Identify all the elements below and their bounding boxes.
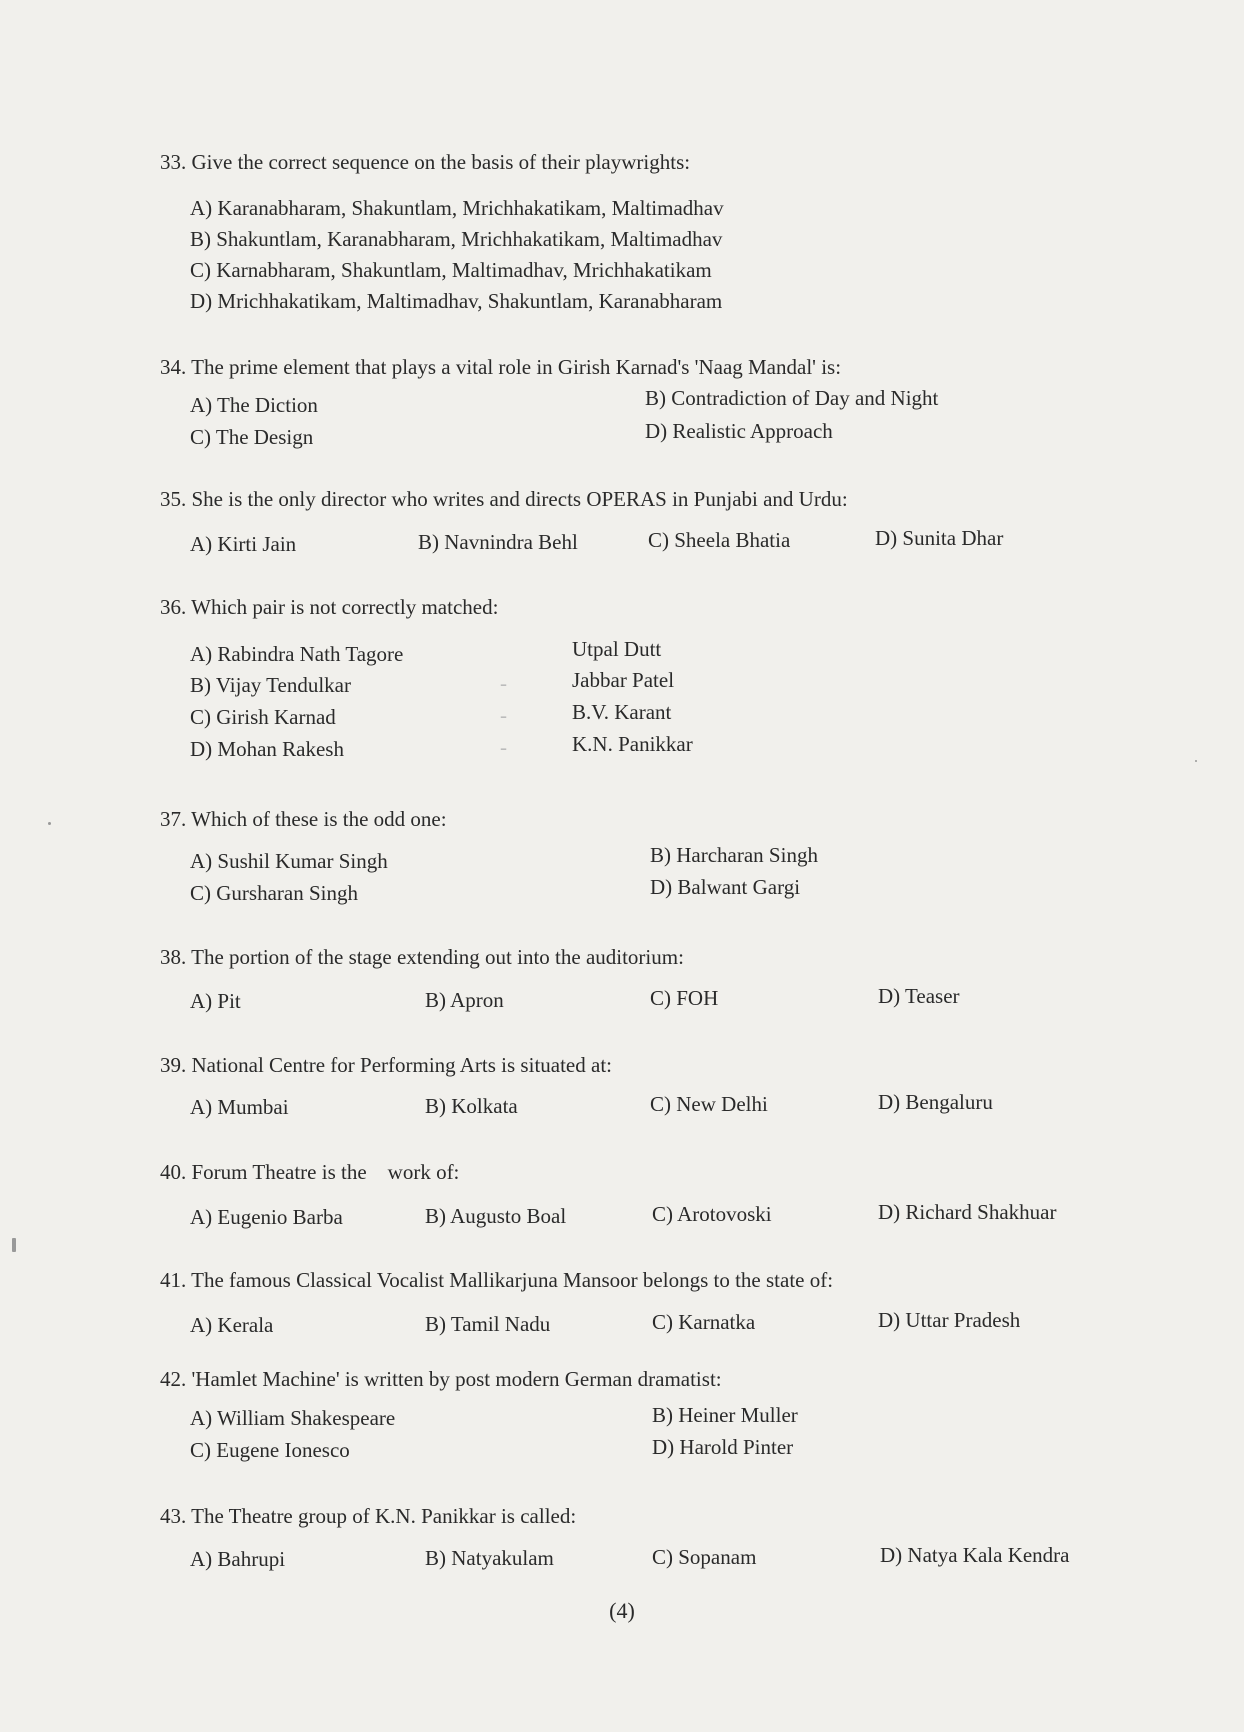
option-d: D) Balwant Gargi — [650, 875, 801, 899]
option-a: A) William Shakespeare — [190, 1406, 396, 1430]
option-a: A) Sushil Kumar Singh — [190, 849, 388, 873]
question-stem: 37. Which of these is the odd one: — [160, 807, 447, 831]
question-stem: 35. She is the only director who writes and directs OPERAS in Punjabi and Urdu: — [160, 487, 848, 511]
scan-speck — [1195, 760, 1197, 762]
option-c: C) New Delhi — [650, 1092, 768, 1116]
option-b: B) Shakuntlam, Karanabharam, Mrichhakatikam, Maltimadhav — [190, 227, 723, 251]
question-stem: 33. Give the correct sequence on the basis of their playwrights: — [160, 150, 691, 174]
option-d: D) Uttar Pradesh — [878, 1308, 1021, 1332]
option-b: B) Heiner Muller — [652, 1403, 798, 1427]
option-a: A) Mumbai — [190, 1095, 289, 1119]
question-stem: 43. The Theatre group of K.N. Panikkar is called: — [160, 1504, 577, 1528]
option-c: C) FOH — [650, 986, 719, 1010]
pair-left: C) Girish Karnad — [190, 705, 336, 729]
option-c: C) Gursharan Singh — [190, 881, 358, 905]
pair-dash: - — [500, 735, 507, 759]
option-d: D) Teaser — [878, 984, 960, 1008]
option-c: C) Sopanam — [652, 1545, 757, 1569]
pair-right: Utpal Dutt — [572, 637, 662, 661]
scan-speck — [48, 822, 51, 825]
question-stem: 38. The portion of the stage extending out into the auditorium: — [160, 945, 684, 969]
option-a: A) Kirti Jain — [190, 532, 297, 556]
pair-right: Jabbar Patel — [572, 668, 675, 692]
option-a: A) Pit — [190, 989, 241, 1013]
question-stem: 36. Which pair is not correctly matched: — [160, 595, 499, 619]
option-b: B) Apron — [425, 988, 504, 1012]
option-a: A) Karanabharam, Shakuntlam, Mrichhakatikam, Maltimadhav — [190, 196, 724, 220]
option-d: D) Harold Pinter — [652, 1435, 794, 1459]
question-stem: 34. The prime element that plays a vital role in Girish Karnad's 'Naag Mandal' is: — [160, 355, 842, 379]
option-c: C) Sheela Bhatia — [648, 528, 791, 552]
option-c: C) Eugene Ionesco — [190, 1438, 350, 1462]
option-a: A) Eugenio Barba — [190, 1205, 343, 1229]
question-stem: 40. Forum Theatre is the work of: — [160, 1160, 460, 1184]
question-stem: 39. National Centre for Performing Arts is situated at: — [160, 1053, 612, 1077]
option-b: B) Navnindra Behl — [418, 530, 578, 554]
pair-right: B.V. Karant — [572, 700, 672, 724]
option-d: D) Mrichhakatikam, Maltimadhav, Shakuntlam, Karanabharam — [190, 289, 723, 313]
option-b: B) Natyakulam — [425, 1546, 554, 1570]
option-b: B) Kolkata — [425, 1094, 518, 1118]
option-b: B) Harcharan Singh — [650, 843, 818, 867]
pair-left: A) Rabindra Nath Tagore — [190, 642, 404, 666]
scan-speck — [12, 1238, 16, 1252]
option-c: C) Karnatka — [652, 1310, 756, 1334]
pair-dash: - — [500, 671, 507, 695]
option-d: D) Bengaluru — [878, 1090, 993, 1114]
page-number: (4) — [609, 1598, 635, 1623]
question-stem: 41. The famous Classical Vocalist Mallikarjuna Mansoor belongs to the state of: — [160, 1268, 834, 1292]
pair-left: B) Vijay Tendulkar — [190, 673, 351, 697]
question-stem: 42. 'Hamlet Machine' is written by post modern German dramatist: — [160, 1367, 722, 1391]
option-b: B) Tamil Nadu — [425, 1312, 551, 1336]
option-a: A) The Diction — [190, 393, 318, 417]
pair-right: K.N. Panikkar — [572, 732, 693, 756]
pair-left: D) Mohan Rakesh — [190, 737, 344, 761]
option-d: D) Realistic Approach — [645, 419, 833, 443]
option-d: D) Natya Kala Kendra — [880, 1543, 1070, 1567]
option-b: B) Augusto Boal — [425, 1204, 567, 1228]
option-d: D) Richard Shakhuar — [878, 1200, 1057, 1224]
option-d: D) Sunita Dhar — [875, 526, 1004, 550]
option-b: B) Contradiction of Day and Night — [645, 386, 939, 410]
option-a: A) Bahrupi — [190, 1547, 286, 1571]
option-c: C) The Design — [190, 425, 314, 449]
option-c: C) Arotovoski — [652, 1202, 772, 1226]
option-c: C) Karnabharam, Shakuntlam, Maltimadhav, Mrichhakatikam — [190, 258, 712, 282]
option-a: A) Kerala — [190, 1313, 274, 1337]
pair-dash: - — [500, 703, 507, 727]
